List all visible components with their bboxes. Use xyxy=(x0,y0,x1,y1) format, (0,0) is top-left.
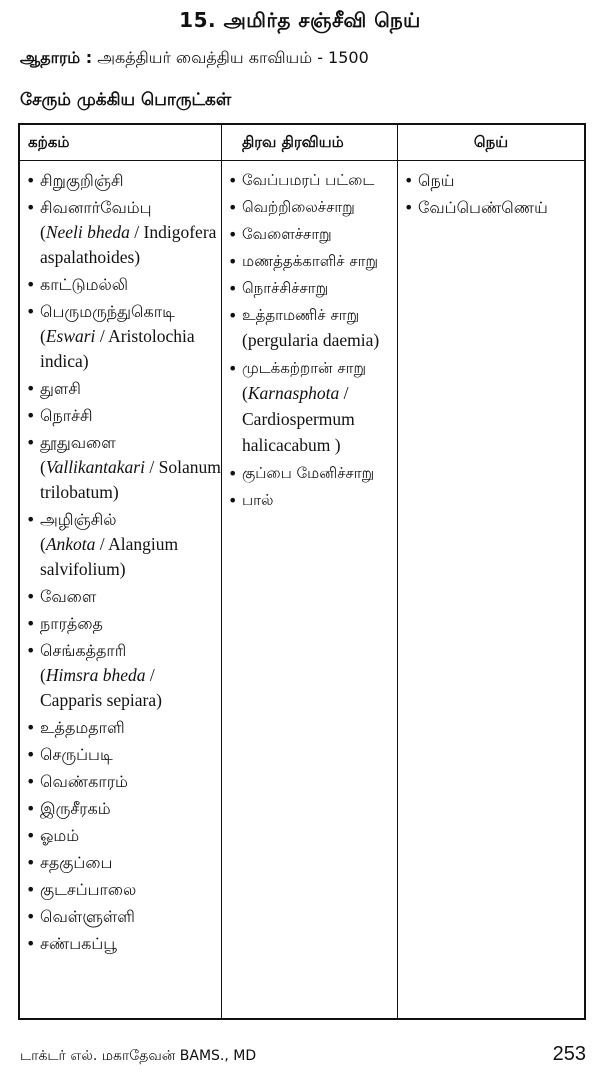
item-tamil-name: அழிஞ்சில் xyxy=(40,510,117,529)
list-item xyxy=(226,195,397,220)
item-botanical-name: (Vallikantakari / Solanum trilobatum) xyxy=(40,457,221,502)
list-item xyxy=(24,877,221,902)
item-tamil-name: உத்தாமணிச் சாறு xyxy=(242,306,360,324)
list-item xyxy=(24,823,221,848)
list-item xyxy=(402,168,584,193)
item-botanical-name: (Ankota / Alangium salvifolium) xyxy=(40,534,179,579)
list-item xyxy=(226,303,397,354)
item-tamil-name: சிவனார்வேம்பு xyxy=(40,198,152,217)
list-item xyxy=(24,796,221,821)
list-item xyxy=(24,715,221,740)
item-botanical-name: (Himsra bheda / Capparis sepiara) xyxy=(40,665,162,710)
item-tamil-name: ஓமம் xyxy=(40,826,80,845)
item-tamil-name: நாரத்தை xyxy=(40,614,103,633)
item-sanskrit-name: Eswari xyxy=(45,326,96,346)
ingredient-list xyxy=(398,161,584,220)
item-tamil-name: குப்பை மேனிச்சாறு xyxy=(242,464,375,482)
item-tamil-name: நெய் xyxy=(418,171,455,190)
list-item xyxy=(24,850,221,875)
item-tamil-name: வேப்பெண்ணெய் xyxy=(418,198,548,217)
list-item xyxy=(24,272,221,297)
item-scientific-name: Alangium salvifolium) xyxy=(40,534,179,579)
item-scientific-name: Aristolochia indica) xyxy=(40,326,195,371)
item-tamil-name: குடசப்பாலை xyxy=(40,880,137,899)
ingredients-table xyxy=(18,123,586,1020)
item-scientific-name: Solanum trilobatum) xyxy=(40,457,221,502)
item-scientific-name: Cardiospermum halicacabum ) xyxy=(242,409,355,455)
list-item xyxy=(24,430,221,505)
item-tamil-name: சதகுப்பை xyxy=(40,853,113,872)
item-tamil-name: செங்கத்தாரி xyxy=(40,641,127,660)
item-tamil-name: உத்தமதாளி xyxy=(40,718,125,737)
item-tamil-name: வேளை xyxy=(40,587,97,606)
item-tamil-name: சண்பகப்பூ xyxy=(40,934,117,953)
item-tamil-name: துளசி xyxy=(40,379,81,398)
list-item xyxy=(24,769,221,794)
source-label: ஆதாரம் : xyxy=(20,48,93,67)
column-liquid xyxy=(222,125,398,1018)
list-item xyxy=(24,904,221,929)
item-sanskrit-name: Himsra bheda xyxy=(45,665,146,685)
item-tamil-name: காட்டுமல்லி xyxy=(40,275,129,294)
column-ghee xyxy=(398,125,584,1018)
item-tamil-name: பெருமருந்துகொடி xyxy=(40,302,175,321)
list-item xyxy=(24,638,221,713)
list-item xyxy=(226,461,397,486)
item-tamil-name: தூதுவளை xyxy=(40,433,116,452)
source-text: அகத்தியர் வைத்திய காவியம் - 1500 xyxy=(97,48,369,67)
item-tamil-name: வேப்பமரப் பட்டை xyxy=(242,171,375,189)
item-scientific-name: Indigofera aspalathoides) xyxy=(40,222,217,267)
list-item xyxy=(24,403,221,428)
column-karkam xyxy=(20,125,222,1018)
item-sanskrit-name: Ankota xyxy=(45,534,96,554)
item-sanskrit-name: Karnasphota xyxy=(247,383,340,403)
page-title: 15. அமிர்த சஞ்சீவி நெய் xyxy=(179,8,421,32)
item-tamil-name: நொச்சி xyxy=(40,406,93,425)
list-item xyxy=(226,488,397,513)
list-item xyxy=(226,356,397,459)
column-header: திரவ திரவியம் xyxy=(222,125,397,161)
list-item xyxy=(226,249,397,274)
column-header: கற்கம் xyxy=(20,125,221,161)
item-tamil-name: வெற்றிலைச்சாறு xyxy=(242,198,355,216)
list-item xyxy=(226,276,397,301)
list-item xyxy=(24,299,221,374)
item-tamil-name: இருசீரகம் xyxy=(40,799,111,818)
list-item xyxy=(24,931,221,956)
list-item xyxy=(24,376,221,401)
list-item xyxy=(24,611,221,636)
list-item xyxy=(402,195,584,220)
source-line xyxy=(20,48,369,69)
list-item xyxy=(24,168,221,193)
page-number: 253 xyxy=(552,1043,586,1065)
item-tamil-name: நொச்சிச்சாறு xyxy=(242,279,329,297)
item-sanskrit-name: Vallikantakari xyxy=(45,457,145,477)
item-tamil-name: வேளைச்சாறு xyxy=(242,225,332,243)
item-tamil-name: முடக்கற்றான் சாறு xyxy=(242,359,367,377)
item-tamil-name: சிறுகுறிஞ்சி xyxy=(40,171,124,190)
item-tamil-name: செருப்படி xyxy=(40,745,113,764)
list-item xyxy=(24,195,221,270)
item-scientific-name: Capparis sepiara) xyxy=(40,690,162,710)
item-botanical-name: (Karnasphota / Cardiospermum halicacabum ) xyxy=(242,383,355,455)
section-heading: சேரும் முக்கிய பொருட்கள் xyxy=(20,90,232,110)
item-botanical-name xyxy=(242,330,379,350)
ingredient-list xyxy=(222,161,397,513)
ingredient-list xyxy=(20,161,221,956)
list-item xyxy=(24,742,221,767)
item-sanskrit-name: Neeli bheda xyxy=(45,222,130,242)
item-scientific-name: (pergularia daemia) xyxy=(242,330,380,350)
item-tamil-name: வெள்ளுள்ளி xyxy=(40,907,135,926)
column-header: நெய் xyxy=(398,125,584,161)
list-item xyxy=(24,507,221,582)
list-item xyxy=(24,584,221,609)
item-tamil-name: வெண்காரம் xyxy=(40,772,128,791)
item-botanical-name: (Eswari / Aristolochia indica) xyxy=(40,326,195,371)
item-botanical-name: (Neeli bheda / Indigofera aspalathoides) xyxy=(40,222,217,267)
footer-author: டாக்டர் எல். மகாதேவன் BAMS., MD xyxy=(20,1048,257,1064)
item-tamil-name: மணத்தக்காளிச் சாறு xyxy=(242,252,379,270)
item-tamil-name: பால் xyxy=(242,491,274,509)
list-item xyxy=(226,222,397,247)
list-item xyxy=(226,168,397,193)
